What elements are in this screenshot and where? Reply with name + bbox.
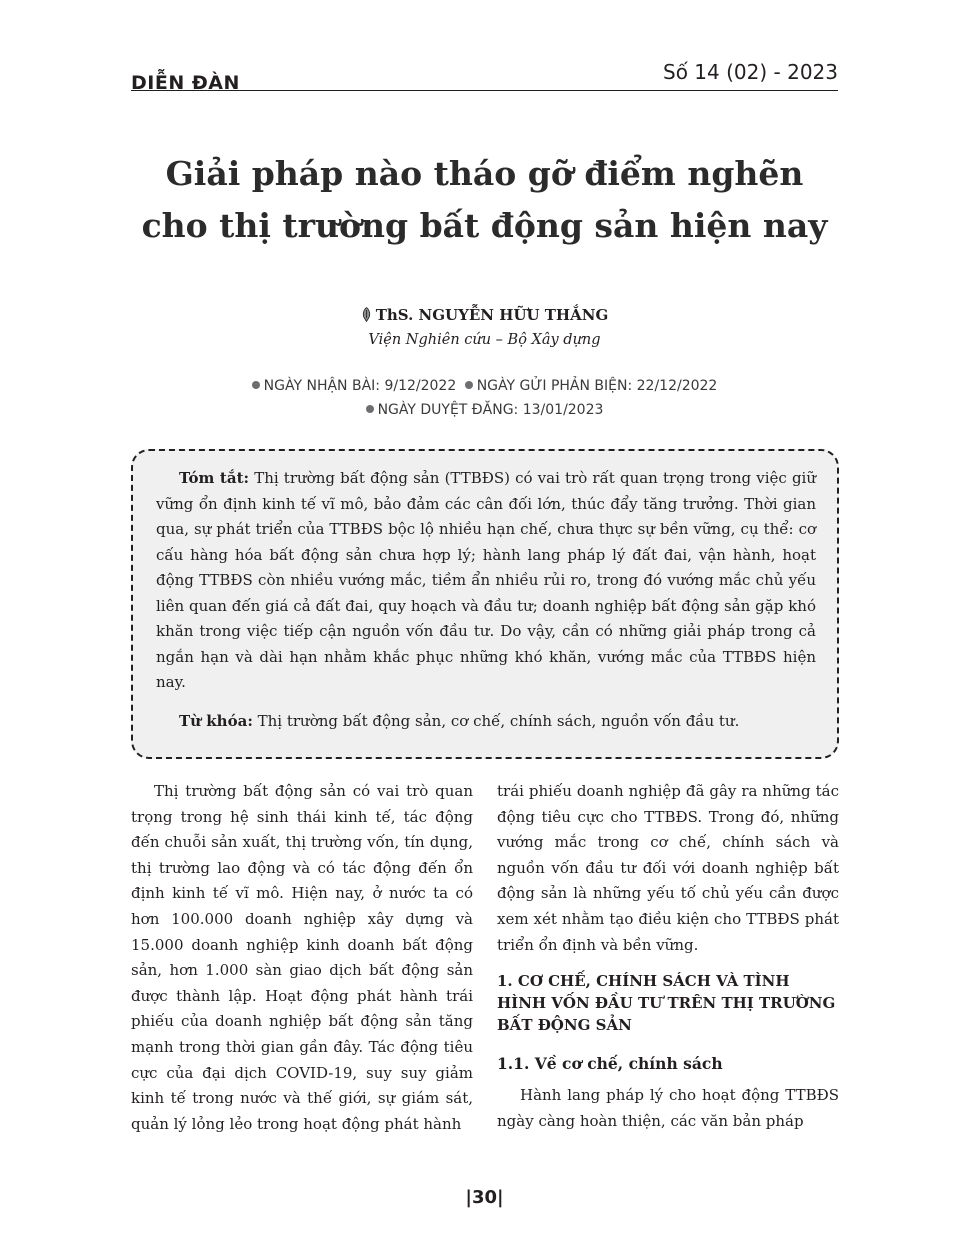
author-affiliation: Viện Nghiên cứu – Bộ Xây dựng [368,332,601,348]
bullet-dot-icon [465,381,473,389]
date-reviewed-text: NGÀY GỬI PHẢN BIỆN: 22/12/2022 [476,378,718,394]
keywords-text: Thị trường bất động sản, cơ chế, chính sách, nguồn vốn đầu tư. [252,712,740,730]
keywords-label: Từ khóa: [179,712,253,730]
section-heading-1: 1. CƠ CHẾ, CHÍNH SÁCH VÀ TÌNH HÌNH VỐN ĐẦU TƯ TRÊN THỊ TRƯỜNG BẤT ĐỘNG SẢN [497,972,836,1034]
keywords-paragraph [156,709,816,735]
date-approved-text: NGÀY DUYỆT ĐĂNG: 13/01/2023 [377,402,604,418]
header-divider [131,90,838,91]
issue-number: Số 14 (02) - 2023 [663,60,838,84]
title-line-1: Giải pháp nào tháo gỡ điểm nghẽn [165,154,804,193]
author-name: ThS. NGUYỄN HỮU THẮNG [375,306,609,324]
date-received-text: NGÀY NHẬN BÀI: 9/12/2022 [263,378,457,394]
title-line-2: cho thị trường bất động sản hiện nay [141,206,828,245]
dates-row-1 [0,378,969,394]
date-approved [366,402,604,418]
bullet-dot-icon [366,405,374,413]
date-received [252,378,457,394]
date-reviewed [465,378,718,394]
header-section-label: DIỄN ĐÀN [131,72,240,94]
body-right-paragraph-1: trái phiếu doanh nghiệp đã gây ra những tác động tiêu cực cho TTBĐS. Trong đó, những vướng mắc trong cơ chế, chính sách và nguồn vốn đầu tư đối với doanh nghiệp bất động sản là những yếu tố chủ yếu cần được xem xét nhằm tạo điều kiện cho TTBĐS phát triển ổn định và bền vững. [497,782,839,954]
article-title [100,148,869,252]
dates-row-2 [0,402,969,418]
pen-icon [361,307,372,322]
abstract-paragraph [156,466,816,696]
subsection-heading-1-1: 1.1. Về cơ chế, chính sách [497,1054,723,1073]
body-left-paragraph: Thị trường bất động sản có vai trò quan trọng trong hệ sinh thái kinh tế, tác động đến chuỗi sản xuất, thị trường vốn, tín dụng, thị trường lao động và có tác động đến ổn định kinh tế vĩ mô. Hiện nay, ở nước ta có hơn 100.000 doanh nghiệp xây dựng và 15.000 doanh nghiệp kinh doanh bất động sản, hơn 1.000 sàn giao dịch bất động sản được thành lập. Hoạt động phát hành trái phiếu của doanh nghiệp bất động sản tăng mạnh trong thời gian gần đây. Tác động tiêu cực của đại dịch COVID-19, suy suy giảm kinh tế trong nước và thế giới, sự giám sát, quản lý lỏng lẻo trong hoạt động phát hành [131,782,473,1133]
body-right-paragraph-2: Hành lang pháp lý cho hoạt động TTBĐS ngày càng hoàn thiện, các văn bản pháp [497,1086,839,1130]
page-number: |30| [465,1187,504,1208]
author-line [0,306,969,324]
bullet-dot-icon [252,381,260,389]
abstract-text: Thị trường bất động sản (TTBĐS) có vai trò rất quan trọng trong việc giữ vững ổn định kinh tế vĩ mô, bảo đảm các cân đối lớn, thúc đẩy tăng trưởng. Thời gian qua, sự phát triển của TTBĐS bộc lộ nhiều hạn chế, chưa thực sự bền vững, cụ thể: cơ cấu hàng hóa bất động sản chưa hợp lý; hành lang pháp lý đất đai, vận hành, hoạt động TTBĐS còn nhiều vướng mắc, tiềm ẩn nhiều rủi ro, trong đó vướng mắc chủ yếu liên quan đến giá cả đất đai, quy hoạch và đầu tư; doanh nghiệp bất động sản gặp khó khăn trong việc tiếp cận nguồn vốn đầu tư. Do vậy, cần có những giải pháp trong cả ngắn hạn và dài hạn nhằm khắc phục những khó khăn, vướng mắc của TTBĐS hiện nay. [156,469,817,691]
abstract-label: Tóm tắt: [179,469,250,487]
